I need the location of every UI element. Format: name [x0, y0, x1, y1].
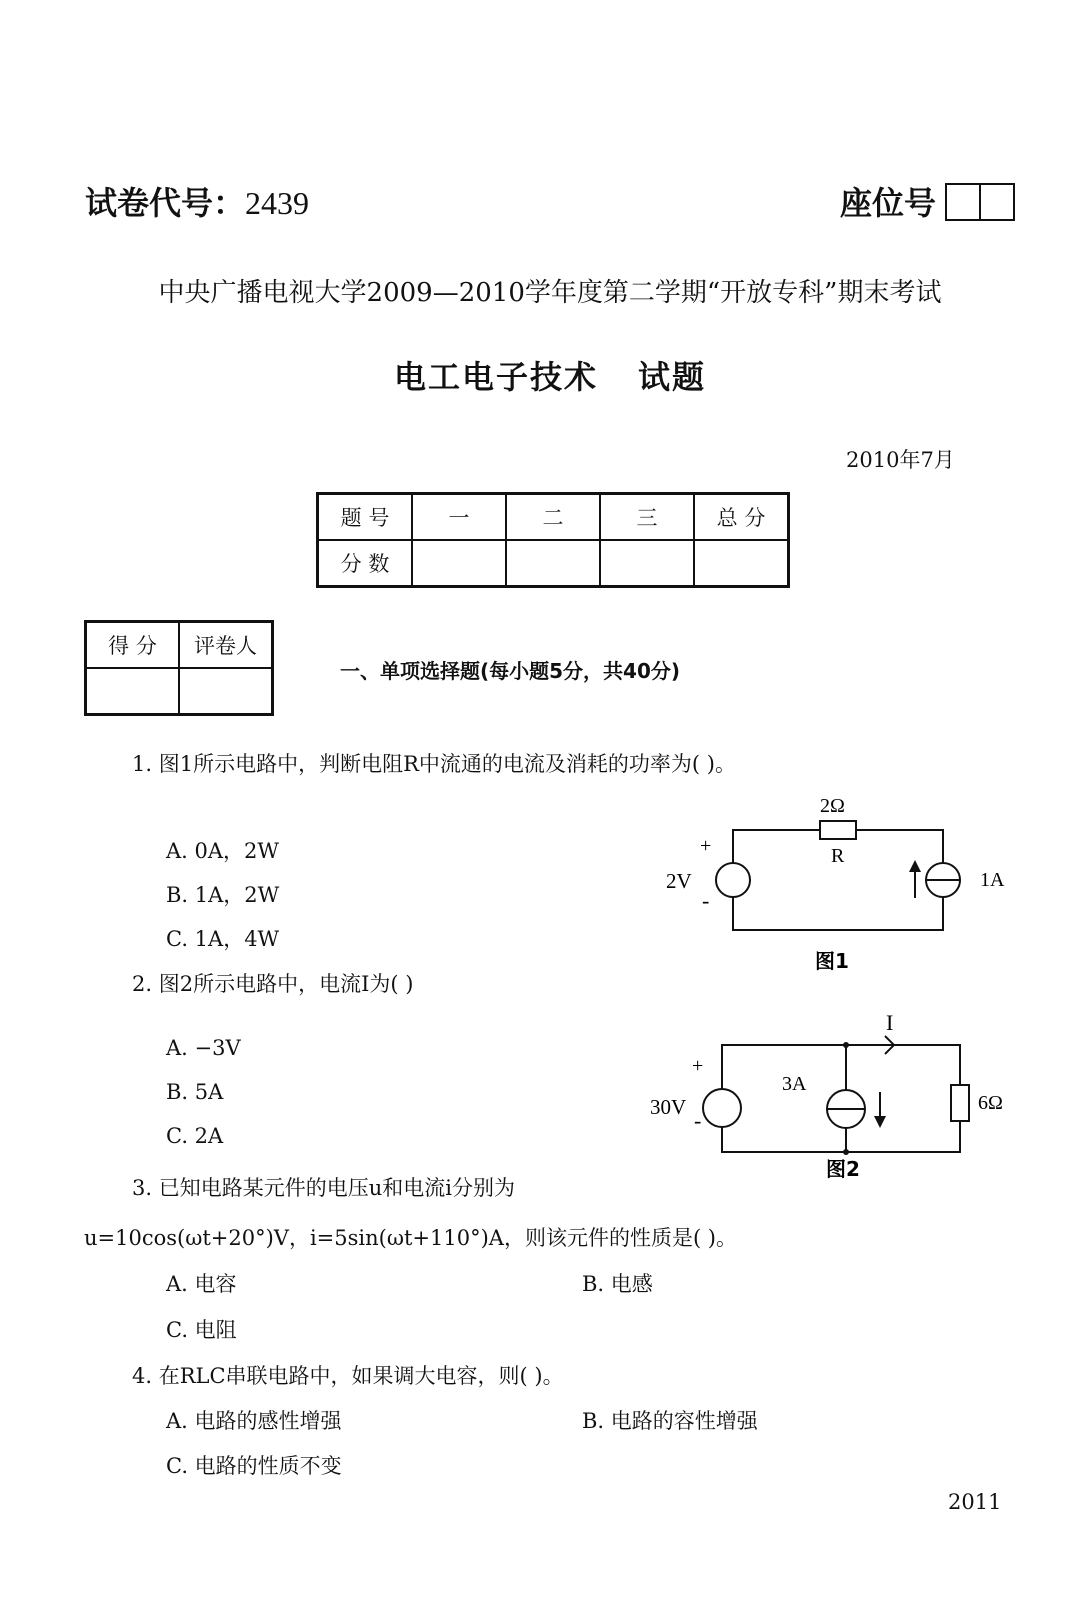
fig2-source-value: 3A: [782, 1073, 807, 1095]
fig2-voltage-source: [703, 1089, 741, 1127]
title-sub: 试题: [638, 358, 707, 396]
page-number: 2011: [948, 1490, 1002, 1514]
score-table-cell: 二: [506, 494, 600, 541]
section-heading: 一、单项选择题(每小题5分，共40分): [340, 659, 681, 683]
question-1-option-b: B. 1A，2W: [166, 883, 280, 907]
score-table-cell: 题 号: [318, 494, 413, 541]
question-1-option-c: C. 1A，4W: [166, 927, 280, 951]
figure-2-circuit: [640, 1010, 1020, 1190]
question-4-option-b: B. 电路的容性增强: [582, 1409, 758, 1433]
question-2-option-b: B. 5A: [166, 1080, 224, 1104]
fig2-down-arrow-icon: [874, 1116, 886, 1128]
score-table-header-row: [318, 494, 789, 541]
grader-entry-cell: [179, 668, 273, 715]
score-table: [316, 492, 790, 588]
question-3-stem: 3. 已知电路某元件的电压u和电流i分别为: [132, 1176, 515, 1200]
fig1-bottom-wire: [733, 892, 943, 930]
paper-code-label: 试卷代号：: [85, 184, 246, 222]
question-1-option-a: A. 0A，2W: [166, 839, 279, 863]
score-entry-cell: [600, 540, 694, 587]
score-table-cell: 分 数: [318, 540, 413, 587]
fig1-up-arrow-icon: [909, 860, 921, 872]
question-3-option-a: A. 电容: [166, 1272, 237, 1296]
question-2-option-c: C. 2A: [166, 1124, 224, 1148]
fig2-plus-sign: +: [692, 1055, 704, 1077]
exam-subtitle: 中央广播电视大学2009—2010学年度第二学期“开放专科”期末考试: [158, 278, 942, 308]
fig1-caption: 图1: [815, 949, 849, 973]
fig2-caption: 图2: [826, 1157, 860, 1181]
question-2-stem: 2. 图2所示电路中，电流I为( ): [132, 972, 414, 996]
grader-entry-cell: [86, 668, 180, 715]
fig1-voltage-source: [716, 863, 750, 897]
score-entry-cell: [694, 540, 789, 587]
question-4-option-a: A. 电路的感性增强: [166, 1409, 342, 1433]
fig1-current-value: 1A: [980, 869, 1005, 891]
fig2-minus-sign: -: [694, 1108, 702, 1133]
figure-1-circuit: [640, 790, 1020, 990]
fig2-node-top: [843, 1042, 849, 1048]
score-table-cell: 三: [600, 494, 694, 541]
title-main: 电工电子技术: [393, 358, 598, 396]
score-entry-cell: [412, 540, 506, 587]
grader-table-cell: 评卷人: [179, 622, 273, 669]
question-4-option-c: C. 电路的性质不变: [166, 1454, 342, 1478]
seat-label: 座位号: [840, 184, 937, 222]
exam-title: [0, 352, 1080, 398]
fig1-resistor: [820, 821, 856, 839]
fig1-voltage-value: 2V: [666, 869, 692, 893]
question-3-option-b: B. 电感: [582, 1272, 653, 1296]
paper-code-value: 2439: [245, 185, 310, 221]
exam-date: 2010年7月: [846, 448, 955, 472]
question-2-option-a: A. −3V: [166, 1036, 241, 1060]
question-3-option-c: C. 电阻: [166, 1318, 237, 1342]
fig2-current-label: I: [886, 1010, 894, 1035]
fig1-minus-sign: -: [702, 888, 710, 913]
question-3-formula: u=10cos(ωt+20°)V，i=5sin(ωt+110°)A，则该元件的性质是( )。: [84, 1226, 737, 1250]
fig1-plus-sign: +: [700, 835, 712, 857]
fig2-resistor: [951, 1085, 969, 1121]
seat-number-boxes: [945, 183, 1015, 221]
question-4-stem: 4. 在RLC串联电路中，如果调大电容，则( )。: [132, 1364, 564, 1388]
fig2-top-wire: [722, 1045, 960, 1096]
paper-code: [85, 178, 309, 224]
grader-table: [84, 620, 274, 716]
score-entry-cell: [506, 540, 600, 587]
score-table-score-row: [318, 540, 789, 587]
question-1-stem: 1. 图1所示电路中，判断电阻R中流通的电流及消耗的功率为( )。: [132, 752, 736, 776]
score-table-cell: 总 分: [694, 494, 789, 541]
fig2-node-bottom: [843, 1149, 849, 1155]
fig2-voltage-value: 30V: [650, 1095, 687, 1119]
grader-table-cell: 得 分: [86, 622, 180, 669]
fig1-resistor-label: R: [831, 845, 845, 867]
fig1-resistor-value: 2Ω: [820, 795, 845, 817]
fig2-resistor-value: 6Ω: [978, 1092, 1003, 1114]
score-table-cell: 一: [412, 494, 506, 541]
